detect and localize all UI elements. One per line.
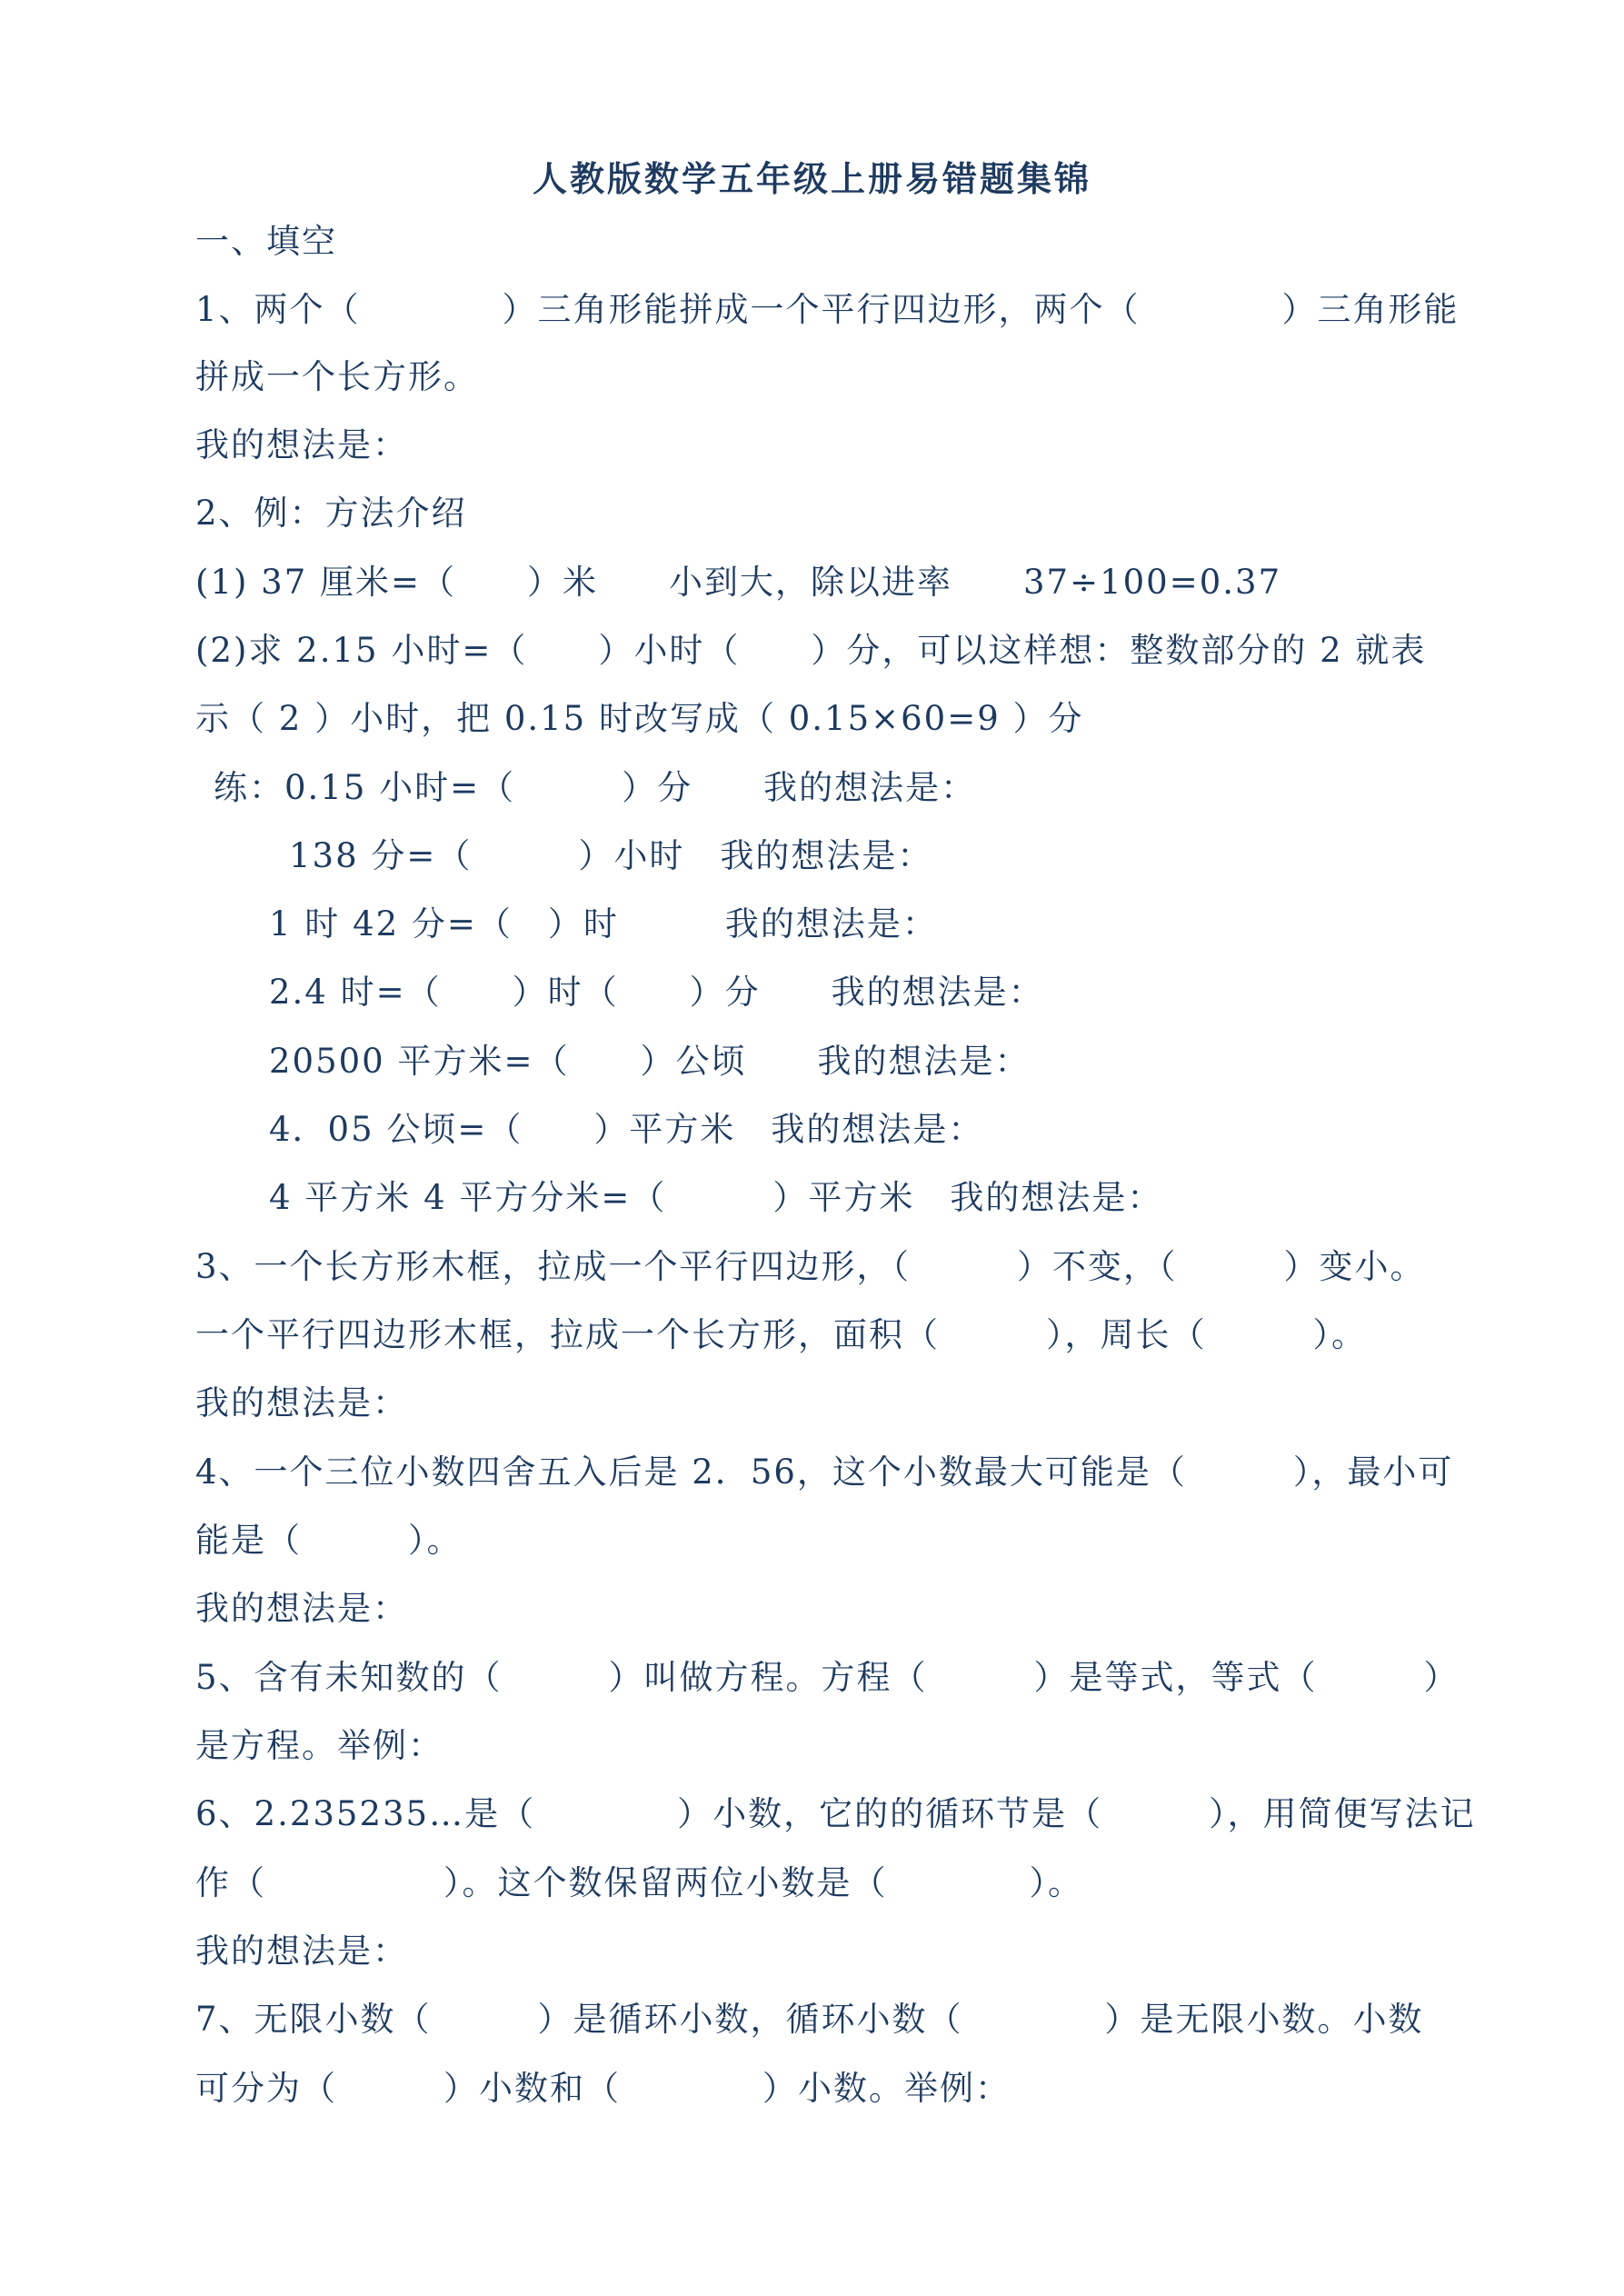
practice-7: 4 平方米 4 平方分米=（ ）平方米 我的想法是： [269, 1178, 1163, 1217]
practice-3: 1 时 42 分=（ ）时 我的想法是： [269, 904, 938, 943]
question-3-line-2: 一个平行四边形木框，拉成一个长方形，面积（ ），周长（ ）。 [195, 1315, 1367, 1354]
question-5-line-2: 是方程。举例： [195, 1726, 443, 1765]
question-5-line-1: 5、含有未知数的（ ）叫做方程。方程（ ）是等式，等式（ ） [195, 1658, 1460, 1697]
practice-4: 2.4 时=（ ）时（ ）分 我的想法是： [269, 973, 1044, 1012]
question-7-line-1: 7、无限小数（ ）是循环小数，循环小数（ ）是无限小数。小数 [195, 2000, 1424, 2039]
thoughts-prompt-6: 我的想法是： [195, 1932, 408, 1971]
question-4-line-2: 能是（ ）。 [195, 1521, 463, 1560]
question-6-line-2: 作（ ）。这个数保留两位小数是（ ）。 [195, 1863, 1083, 1902]
practice-6: 4．05 公顷=（ ）平方米 我的想法是： [269, 1110, 984, 1149]
question-1-line-1: 1、两个（ ）三角形能拼成一个平行四边形，两个（ ）三角形能 [195, 290, 1460, 329]
example-2-line-1: (2)求 2.15 小时=（ ）小时（ ）分，可以这样想：整数部分的 2 就表 [195, 631, 1427, 670]
thoughts-prompt-3: 我的想法是： [195, 1383, 408, 1423]
question-3-line-1: 3、一个长方形木框，拉成一个平行四边形，（ ）不变，（ ）变小。 [195, 1247, 1426, 1286]
practice-5: 20500 平方米=（ ）公顷 我的想法是： [269, 1042, 1031, 1081]
example-1: (1) 37 厘米=（ ）米 小到大，除以进率 37÷100=0.37 [195, 563, 1282, 602]
practice-2: 138 分=（ ）小时 我的想法是： [289, 836, 933, 875]
question-1-line-2: 拼成一个长方形。 [195, 357, 479, 396]
question-7-line-2: 可分为（ ）小数和（ ）小数。举例： [195, 2069, 1011, 2108]
example-2-line-2: 示（ 2 ）小时，把 0.15 时改写成（ 0.15×60=9 ）分 [195, 699, 1084, 738]
practice-1: 练：0.15 小时=（ ）分 我的想法是： [214, 768, 977, 807]
question-4-line-1: 4、一个三位小数四舍五入后是 2．56，这个小数最大可能是（ ），最小可 [195, 1452, 1454, 1492]
question-2-heading: 2、例：方法介绍 [195, 494, 467, 533]
question-6-line-1: 6、2.235235…是（ ）小数，它的的循环节是（ ），用简便写法记 [195, 1794, 1476, 1833]
section-heading: 一、填空 [195, 222, 337, 261]
page-title: 人教版数学五年级上册易错题集锦 [532, 158, 1091, 199]
thoughts-prompt-1: 我的想法是： [195, 425, 408, 464]
thoughts-prompt-4: 我的想法是： [195, 1589, 408, 1628]
